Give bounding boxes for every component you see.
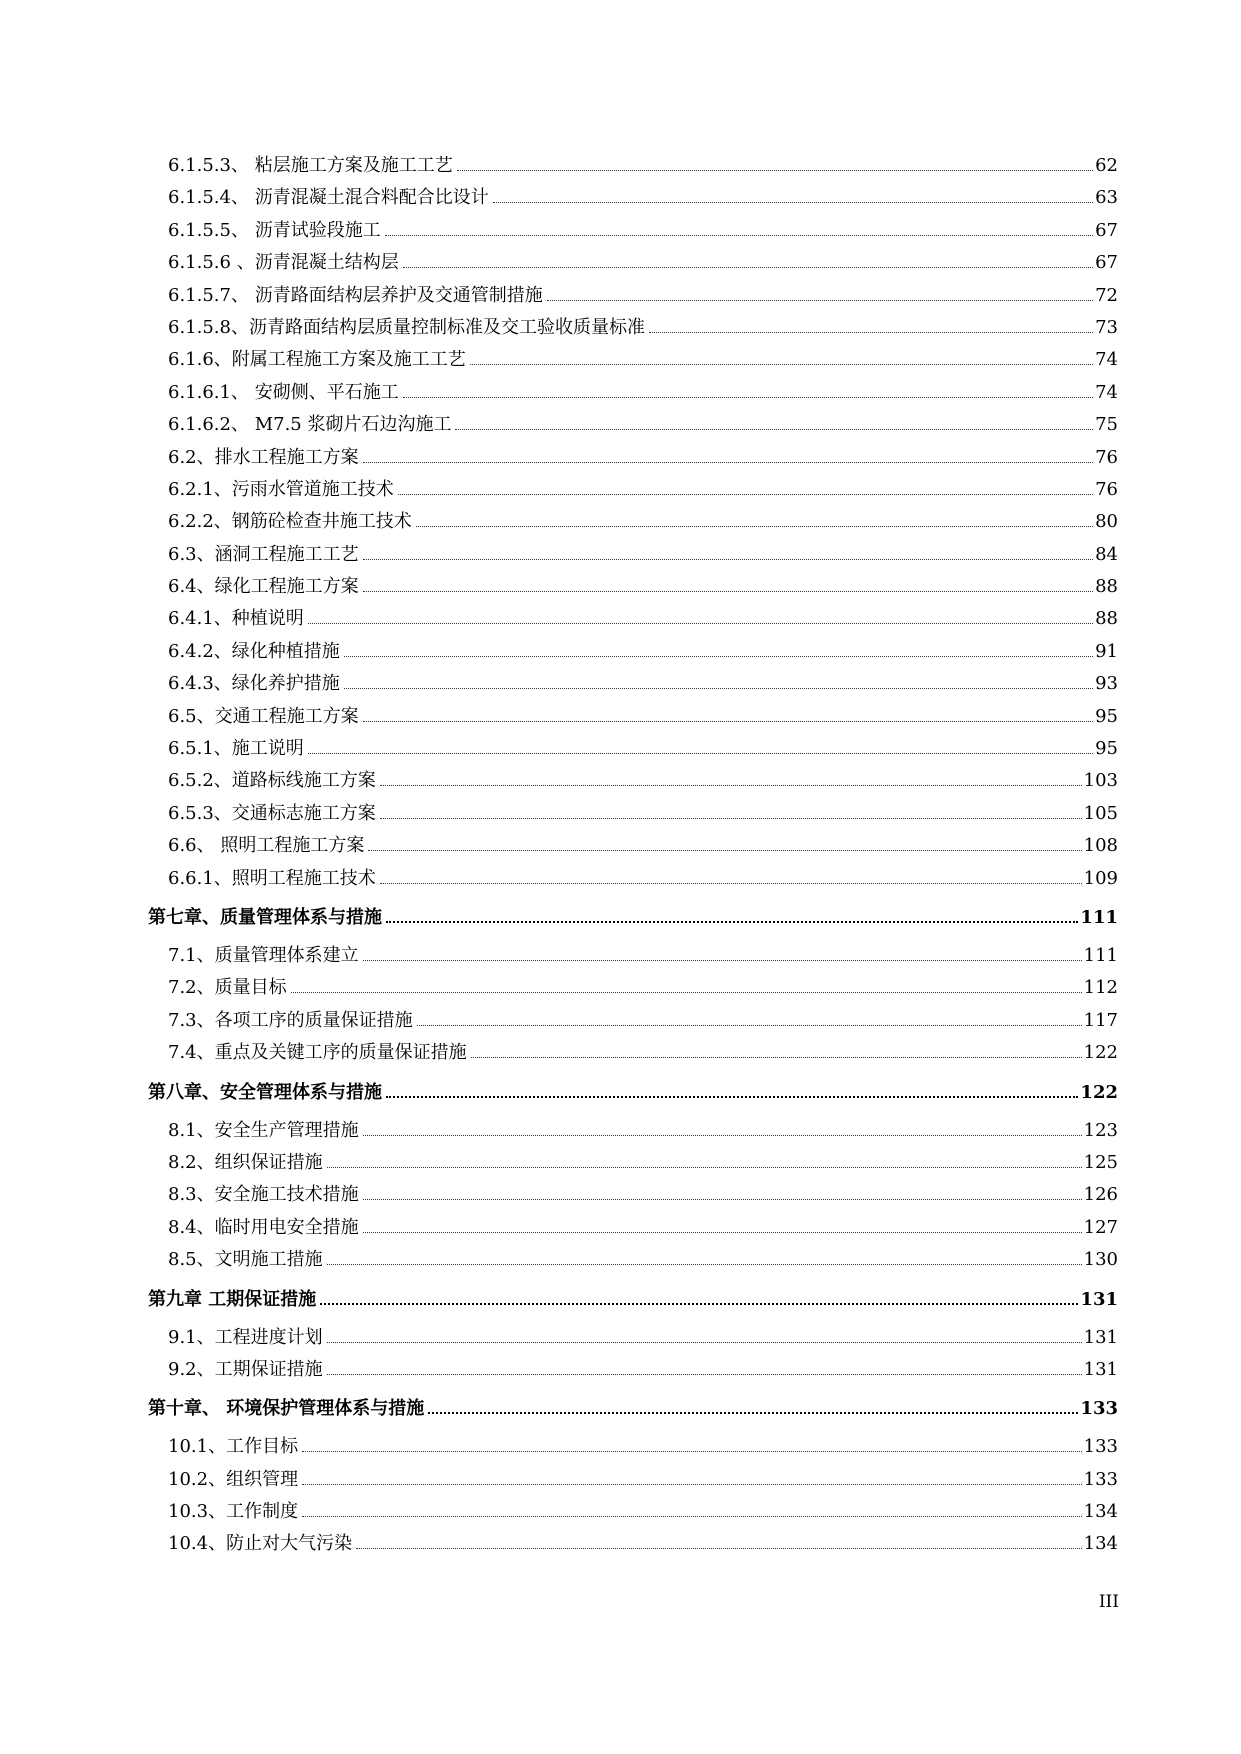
toc-entry[interactable] (148, 940, 1118, 972)
toc-entry-label: 第八章、安全管理体系与措施 (148, 1081, 382, 1103)
toc-entry[interactable] (148, 150, 1118, 182)
toc-entry[interactable] (148, 701, 1118, 733)
toc-entry[interactable] (148, 636, 1118, 668)
toc-entry[interactable] (148, 312, 1118, 344)
toc-entry[interactable] (148, 1212, 1118, 1244)
toc-entry-page-number: 133 (1080, 1398, 1118, 1420)
toc-entry-label: 6.2、排水工程施工方案 (168, 446, 359, 468)
dot-leader (363, 720, 1093, 722)
toc-entry[interactable] (148, 539, 1118, 571)
toc-entry[interactable] (148, 474, 1118, 506)
toc-entry[interactable] (148, 1496, 1118, 1528)
toc-entry-label: 6.1.6、附属工程施工方案及施工工艺 (168, 349, 466, 371)
toc-entry-page-number: 125 (1083, 1151, 1118, 1173)
toc-entry-page-number: 134 (1083, 1533, 1118, 1555)
dot-leader (547, 299, 1093, 301)
dot-leader (308, 622, 1093, 624)
dot-leader (403, 396, 1093, 398)
toc-entry[interactable] (148, 182, 1118, 214)
toc-entry-label: 第九章 工期保证措施 (148, 1288, 317, 1310)
toc-entry-label: 6.5.1、施工说明 (168, 738, 304, 760)
toc-entry-page-number: 74 (1095, 349, 1118, 371)
toc-entry-page-number: 105 (1083, 802, 1118, 824)
toc-entry-label: 6.1.5.6 、沥青混凝土结构层 (168, 252, 399, 274)
toc-entry-label: 6.1.5.4、 沥青混凝土混合料配合比设计 (168, 187, 489, 209)
toc-entry-page-number: 67 (1095, 219, 1118, 241)
dot-leader (398, 493, 1093, 495)
toc-entry-page-number: 122 (1080, 1081, 1118, 1103)
dot-leader (428, 1411, 1078, 1414)
toc-entry-page-number: 123 (1083, 1119, 1118, 1141)
toc-entry[interactable] (148, 215, 1118, 247)
toc-entry-page-number: 75 (1095, 414, 1118, 436)
dot-leader (356, 1547, 1082, 1549)
toc-entry-label: 10.1、工作目标 (168, 1436, 299, 1458)
toc-chapter-entry[interactable] (148, 1070, 1118, 1115)
toc-entry-label: 6.1.6.2、 M7.5 浆砌片石边沟施工 (168, 414, 452, 436)
toc-entry-label: 8.5、文明施工措施 (168, 1249, 323, 1271)
toc-entry[interactable] (148, 1431, 1118, 1463)
toc-entry-page-number: 103 (1083, 770, 1118, 792)
toc-entry-label: 10.3、工作制度 (168, 1501, 299, 1523)
dot-leader (471, 1056, 1082, 1058)
toc-entry-label: 10.4、防止对大气污染 (168, 1533, 353, 1555)
dot-leader (327, 1373, 1082, 1375)
dot-leader (649, 331, 1093, 333)
toc-entry-label: 6.2.2、钢筋砼检查井施工技术 (168, 511, 412, 533)
toc-entry-page-number: 72 (1095, 284, 1118, 306)
toc-entry[interactable] (148, 1179, 1118, 1211)
toc-entry-label: 7.2、质量目标 (168, 977, 287, 999)
toc-entry-label: 第十章、 环境保护管理体系与措施 (148, 1398, 425, 1420)
dot-leader (302, 1515, 1082, 1517)
toc-entry-page-number: 127 (1083, 1216, 1118, 1238)
toc-entry[interactable] (148, 1464, 1118, 1496)
toc-entry[interactable] (148, 765, 1118, 797)
toc-entry[interactable] (148, 1244, 1118, 1276)
dot-leader (363, 1198, 1082, 1200)
toc-entry-page-number: 62 (1095, 155, 1118, 176)
dot-leader (417, 1024, 1082, 1026)
toc-entry-label: 6.6、 照明工程施工方案 (168, 835, 365, 857)
toc-entry[interactable] (148, 603, 1118, 635)
toc-entry[interactable] (148, 1322, 1118, 1354)
toc-entry[interactable] (148, 1115, 1118, 1147)
dot-leader (363, 558, 1093, 560)
toc-entry-page-number: 131 (1083, 1358, 1118, 1380)
toc-entry-label: 7.3、各项工序的质量保证措施 (168, 1009, 413, 1031)
dot-leader (385, 234, 1093, 236)
toc-entry-label: 8.3、安全施工技术措施 (168, 1184, 359, 1206)
dot-leader (386, 920, 1078, 923)
toc-entry-label: 6.1.5.5、 沥青试验段施工 (168, 219, 381, 241)
toc-entry[interactable] (148, 972, 1118, 1004)
dot-leader (302, 1450, 1082, 1452)
toc-entry-label: 7.1、质量管理体系建立 (168, 944, 359, 966)
toc-entry-label: 6.4、绿化工程施工方案 (168, 576, 359, 598)
dot-leader (386, 1095, 1078, 1098)
toc-entry-label: 6.4.3、绿化养护措施 (168, 673, 340, 695)
toc-entry-label: 8.4、临时用电安全措施 (168, 1216, 359, 1238)
toc-entry-page-number: 95 (1095, 705, 1118, 727)
dot-leader (470, 363, 1093, 365)
toc-entry[interactable] (148, 409, 1118, 441)
toc-entry-label: 8.1、安全生产管理措施 (168, 1119, 359, 1141)
toc-entry[interactable] (148, 377, 1118, 409)
toc-entry[interactable] (148, 344, 1118, 376)
toc-entry[interactable] (148, 1005, 1118, 1037)
toc-entry[interactable] (148, 442, 1118, 474)
dot-leader (380, 817, 1082, 819)
dot-leader (320, 1302, 1078, 1305)
toc-entry-page-number: 80 (1095, 511, 1118, 533)
toc-entry-page-number: 134 (1083, 1501, 1118, 1523)
toc-entry-label: 6.4.1、种植说明 (168, 608, 304, 630)
dot-leader (403, 266, 1093, 268)
dot-leader (308, 752, 1093, 754)
dot-leader (327, 1263, 1082, 1265)
toc-entry-label: 6.1.5.8、沥青路面结构层质量控制标准及交工验收质量标准 (168, 316, 645, 338)
toc-entry-label: 第七章、质量管理体系与措施 (148, 906, 382, 928)
dot-leader (363, 1231, 1082, 1233)
toc-chapter-entry[interactable] (148, 1386, 1118, 1431)
dot-leader (344, 655, 1093, 657)
toc-entry-page-number: 111 (1080, 906, 1118, 928)
dot-leader (416, 525, 1093, 527)
toc-entry[interactable] (148, 1354, 1118, 1386)
toc-entry-label: 9.1、工程进度计划 (168, 1326, 323, 1348)
toc-entry-page-number: 93 (1095, 673, 1118, 695)
dot-leader (493, 201, 1093, 203)
toc-entry-page-number: 73 (1095, 316, 1118, 338)
toc-entry-page-number: 67 (1095, 252, 1118, 274)
toc-entry-label: 6.4.2、绿化种植措施 (168, 640, 340, 662)
toc-chapter-entry[interactable] (148, 1277, 1118, 1322)
toc-entry-page-number: 112 (1083, 977, 1118, 999)
toc-entry[interactable] (148, 1147, 1118, 1179)
toc-entry[interactable] (148, 506, 1118, 538)
toc-entry[interactable] (148, 798, 1118, 830)
toc-entry-page-number: 91 (1095, 640, 1118, 662)
toc-entry-label: 6.6.1、照明工程施工技术 (168, 867, 376, 889)
toc-entry[interactable] (148, 1037, 1118, 1069)
toc-entry-page-number: 88 (1095, 576, 1118, 598)
toc-entry[interactable] (148, 668, 1118, 700)
dot-leader (457, 169, 1093, 171)
dot-leader (363, 1134, 1082, 1136)
dot-leader (363, 590, 1093, 592)
toc-entry-page-number: 84 (1095, 543, 1118, 565)
dot-leader (368, 849, 1081, 851)
toc-entry[interactable] (148, 863, 1118, 895)
toc-entry[interactable] (148, 1528, 1118, 1560)
toc-entry[interactable] (148, 733, 1118, 765)
toc-entry-page-number: 95 (1095, 738, 1118, 760)
dot-leader (363, 461, 1093, 463)
toc-entry-label: 7.4、重点及关键工序的质量保证措施 (168, 1042, 467, 1064)
toc-entry-page-number: 88 (1095, 608, 1118, 630)
dot-leader (363, 959, 1082, 961)
toc-entry[interactable] (148, 280, 1118, 312)
toc-chapter-entry[interactable] (148, 895, 1118, 940)
toc-entry-page-number: 74 (1095, 381, 1118, 403)
toc-entry-label: 8.2、组织保证措施 (168, 1151, 323, 1173)
toc-entry[interactable] (148, 571, 1118, 603)
dot-leader (302, 1483, 1082, 1485)
toc-entry-page-number: 63 (1095, 187, 1118, 209)
toc-entry-label: 6.5.3、交通标志施工方案 (168, 802, 376, 824)
toc-entry-page-number: 126 (1083, 1184, 1118, 1206)
dot-leader (327, 1166, 1082, 1168)
dot-leader (380, 882, 1082, 884)
dot-leader (291, 991, 1082, 993)
toc-entry-page-number: 109 (1083, 867, 1118, 889)
dot-leader (344, 687, 1093, 689)
toc-entry[interactable] (148, 247, 1118, 279)
toc-entry-label: 6.2.1、污雨水管道施工技术 (168, 478, 394, 500)
toc-entry-label: 6.1.5.7、 沥青路面结构层养护及交通管制措施 (168, 284, 543, 306)
toc-entry-page-number: 117 (1083, 1009, 1118, 1031)
table-of-contents (148, 150, 1118, 1561)
toc-entry-label: 10.2、组织管理 (168, 1468, 299, 1490)
toc-entry-label: 6.1.5.3、 粘层施工方案及施工工艺 (168, 155, 453, 176)
dot-leader (327, 1341, 1082, 1343)
toc-entry-label: 6.3、涵洞工程施工工艺 (168, 543, 359, 565)
toc-entry[interactable] (148, 830, 1118, 862)
toc-entry-page-number: 133 (1083, 1468, 1118, 1490)
toc-entry-page-number: 131 (1080, 1288, 1118, 1310)
dot-leader (455, 428, 1093, 430)
toc-entry-page-number: 131 (1083, 1326, 1118, 1348)
toc-entry-label: 9.2、工期保证措施 (168, 1358, 323, 1380)
dot-leader (380, 784, 1082, 786)
toc-entry-page-number: 122 (1083, 1042, 1118, 1064)
page-number-footer: III (1098, 1592, 1119, 1612)
toc-entry-page-number: 133 (1083, 1436, 1118, 1458)
toc-entry-label: 6.5、交通工程施工方案 (168, 705, 359, 727)
toc-entry-page-number: 76 (1095, 478, 1118, 500)
toc-entry-page-number: 130 (1083, 1249, 1118, 1271)
toc-entry-page-number: 108 (1083, 835, 1118, 857)
toc-entry-label: 6.5.2、道路标线施工方案 (168, 770, 376, 792)
toc-entry-page-number: 111 (1083, 944, 1118, 966)
toc-entry-label: 6.1.6.1、 安砌侧、平石施工 (168, 381, 399, 403)
toc-entry-page-number: 76 (1095, 446, 1118, 468)
